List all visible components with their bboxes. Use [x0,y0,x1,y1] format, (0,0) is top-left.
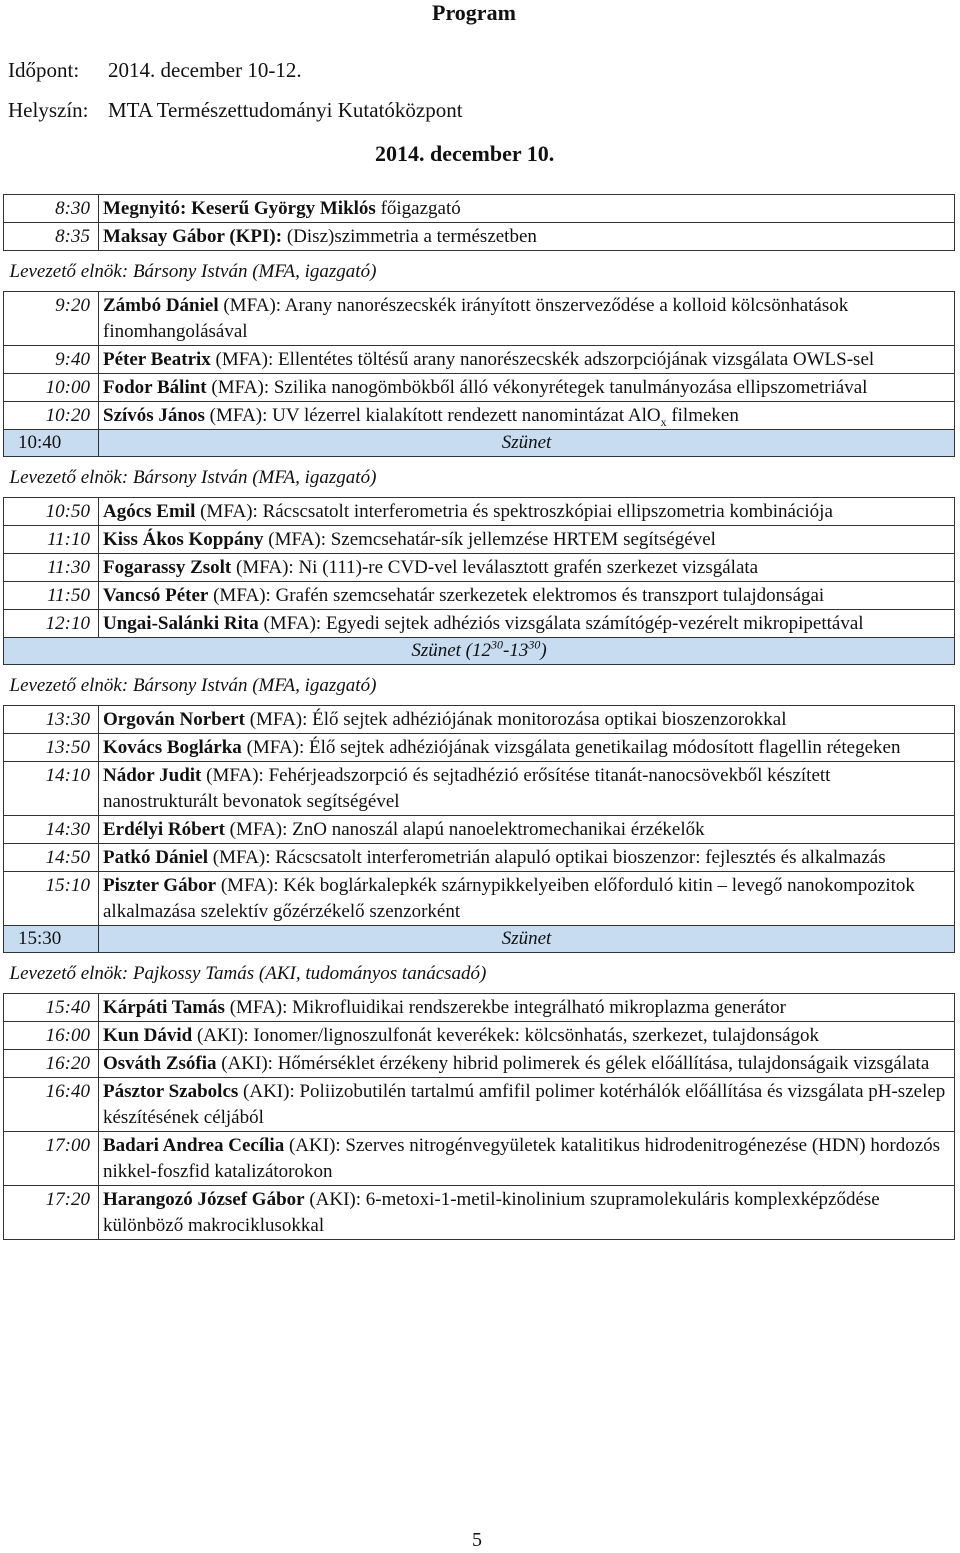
talk-cell [99,610,955,638]
talk-cell [99,402,955,430]
break-label: Szünet [99,430,955,457]
talk-title: (MFA): Szilika nanogömbökből álló vékonyrétegek tanulmányozása ellipszometriával [206,377,868,398]
venue-label: Helyszín: [8,98,89,122]
break-time: 15:30 [4,926,99,953]
talk-cell [99,346,955,374]
speaker-name: Maksay Gábor (KPI): [103,226,283,247]
talk-time: 13:30 [4,706,99,734]
break-row [4,430,955,457]
page-number: 5 [472,1529,482,1551]
schedule-table [3,194,955,1240]
talk-title: (MFA): Szemcsehatár-sík jellemzése HRTEM segítségével [263,529,716,550]
chair-row [4,665,955,706]
speaker-name: Péter Beatrix [103,349,211,370]
date-value: 2014. december 10-12. [108,58,302,82]
talk-cell [99,762,955,816]
talk-cell [99,526,955,554]
talk-title: főigazgató [375,198,461,219]
talk-row [4,1050,955,1078]
speaker-name: Piszter Gábor [103,875,217,896]
speaker-name: Patkó Dániel [103,847,209,868]
talk-title: (AKI): 6-metoxi-1-metil-kinolinium szupramolekuláris komplexképződése különböző makrociklusokkal [103,1189,880,1236]
talk-time: 8:35 [4,223,99,251]
talk-cell [99,374,955,402]
talk-cell [99,1050,955,1078]
session-chair: Levezető elnök: Pajkossy Tamás (AKI, tudományos tanácsadó) [4,953,955,994]
date-label: Időpont: [8,58,80,82]
talk-row [4,872,955,926]
speaker-name: Szívós János [103,405,205,426]
talk-row [4,374,955,402]
chair-row [4,251,955,292]
talk-title: (AKI): Hőmérséklet érzékeny hibrid polimerek és gélek előállítása, tulajdonságaik vizsgálata [216,1053,930,1074]
speaker-name: Pásztor Szabolcs [103,1081,239,1102]
chair-row [4,457,955,498]
talk-cell [99,195,955,223]
speaker-name: Kárpáti Tamás [103,997,225,1018]
talk-row [4,346,955,374]
break-label: Szünet [99,926,955,953]
talk-title: (MFA): Arany nanorészecskék irányított önszerveződése a kolloid kölcsönhatások finomhangolásával [103,295,849,342]
talk-title: (AKI): Ionomer/lignoszulfonát keverékek: kölcsönhatás, szerkezet, tulajdonságok [192,1025,820,1046]
lunch-label-b: -13 [503,640,529,661]
talk-time: 17:20 [4,1186,99,1240]
talk-time: 14:30 [4,816,99,844]
talk-cell [99,734,955,762]
speaker-name: Orgován Norbert [103,709,245,730]
talk-title: (AKI): Szerves nitrogénvegyületek katalitikus hidrodenitrogénezése (HDN) hordozós nikkel-foszfid katalizátorokon [103,1135,941,1182]
talk-title: (MFA): Élő sejtek adhéziójának vizsgálata genetikailag módosított flagellin rétegeken [241,737,901,758]
talk-title: (MFA): Rácscsatolt interferometria és spektroszkópiai ellipszometria kombinációja [195,501,833,522]
speaker-name: Fodor Bálint [103,377,207,398]
talk-row [4,402,955,430]
talk-row [4,994,955,1022]
talk-time: 16:20 [4,1050,99,1078]
talk-row [4,498,955,526]
talk-time: 9:40 [4,346,99,374]
talk-title: (Disz)szimmetria a természetben [282,226,537,247]
break-row [4,926,955,953]
talk-title-subscript: x [660,414,667,429]
speaker-name: Vancsó Péter [103,585,209,606]
talk-title: (MFA): Kék boglárkalepkék szárnypikkelyeiben előforduló kitin – levegő nanokompozitok alkalmazása szelektív gőzérzékelő szenzorként [103,875,915,922]
speaker-name: Nádor Judit [103,765,202,786]
lunch-break-row [4,638,955,665]
talk-time: 15:40 [4,994,99,1022]
speaker-name: Kiss Ákos Koppány [103,529,264,550]
talk-cell [99,844,955,872]
talk-title: (MFA): Rácscsatolt interferometrián alapuló optikai bioszenzor: fejlesztés és alkalmazás [208,847,886,868]
talk-time: 8:30 [4,195,99,223]
talk-cell [99,816,955,844]
lunch-break-label [4,638,955,665]
chair-row [4,953,955,994]
speaker-name: Megnyitó: Keserű György Miklós [103,198,376,219]
talk-cell [99,1022,955,1050]
talk-title: (MFA): Egyedi sejtek adhéziós vizsgálata számítógép-vezérelt mikropipettával [258,613,864,634]
talk-cell [99,1132,955,1186]
talk-row [4,292,955,346]
talk-cell [99,706,955,734]
talk-time: 11:10 [4,526,99,554]
talk-cell [99,582,955,610]
talk-time: 11:50 [4,582,99,610]
talk-row [4,762,955,816]
talk-title: (MFA): Ni (111)-re CVD-vel leválasztott grafén szerkezet vizsgálata [231,557,759,578]
talk-time: 15:10 [4,872,99,926]
talk-title: (MFA): Fehérjeadszorpció és sejtadhézió erősítése titanát-nanocsövekből készített nanostrukturált bevonatok segítségével [103,765,831,812]
speaker-name: Erdélyi Róbert [103,819,225,840]
talk-row [4,223,955,251]
talk-row [4,1078,955,1132]
talk-row [4,844,955,872]
break-time: 10:40 [4,430,99,457]
talk-time: 14:50 [4,844,99,872]
talk-time: 9:20 [4,292,99,346]
talk-title: (AKI): Poliizobutilén tartalmú amfifil polimer kotérhálók előállítása és vizsgálata pH-szelep készítésének céljából [103,1081,946,1128]
lunch-label-a: Szünet (12 [411,640,492,661]
talk-cell [99,994,955,1022]
talk-row [4,610,955,638]
talk-title-suffix: filmeken [666,405,739,426]
talk-cell [99,292,955,346]
venue-value: MTA Természettudományi Kutatóközpont [108,98,463,122]
speaker-name: Fogarassy Zsolt [103,557,232,578]
talk-time: 11:30 [4,554,99,582]
talk-cell [99,223,955,251]
talk-cell [99,1186,955,1240]
talk-title: (MFA): Grafén szemcsehatár szerkezetek elektromos és transzport tulajdonságai [208,585,825,606]
talk-row [4,734,955,762]
speaker-name: Agócs Emil [103,501,196,522]
talk-row [4,526,955,554]
session-chair: Levezető elnök: Bársony István (MFA, igazgató) [4,457,955,498]
speaker-name: Harangozó József Gábor [103,1189,305,1210]
talk-cell [99,498,955,526]
speaker-name: Ungai-Salánki Rita [103,613,259,634]
session-chair: Levezető elnök: Bársony István (MFA, igazgató) [4,251,955,292]
speaker-name: Zámbó Dániel [103,295,219,316]
page-title: Program [432,0,516,25]
session-chair: Levezető elnök: Bársony István (MFA, igazgató) [4,665,955,706]
speaker-name: Osváth Zsófia [103,1053,217,1074]
lunch-sup-b: 30 [528,637,541,652]
talk-time: 16:40 [4,1078,99,1132]
talk-time: 10:50 [4,498,99,526]
talk-title: (MFA): UV lézerrel kialakított rendezett nanomintázat AlO [204,405,661,426]
talk-row [4,554,955,582]
talk-row [4,195,955,223]
lunch-label-c: ) [540,640,547,661]
talk-time: 10:00 [4,374,99,402]
talk-row [4,706,955,734]
talk-cell [99,554,955,582]
talk-title: (MFA): Élő sejtek adhéziójának monitorozása optikai bioszenzorokkal [244,709,787,730]
speaker-name: Kun Dávid [103,1025,193,1046]
talk-time: 14:10 [4,762,99,816]
talk-cell [99,1078,955,1132]
speaker-name: Badari Andrea Cecília [103,1135,285,1156]
talk-row [4,816,955,844]
talk-row [4,1022,955,1050]
speaker-name: Kovács Boglárka [103,737,242,758]
talk-cell [99,872,955,926]
talk-time: 16:00 [4,1022,99,1050]
date-line [8,58,302,83]
talk-row [4,1132,955,1186]
lunch-sup-a: 30 [491,637,504,652]
talk-title: (MFA): ZnO nanoszál alapú nanoelektromechanikai érzékelők [224,819,705,840]
talk-time: 10:20 [4,402,99,430]
talk-time: 12:10 [4,610,99,638]
day-title: 2014. december 10. [375,141,555,166]
talk-row [4,582,955,610]
talk-title: (MFA): Mikrofluidikai rendszerekbe integrálható mikroplazma generátor [224,997,786,1018]
venue-line [8,98,463,123]
talk-row [4,1186,955,1240]
talk-title: (MFA): Ellentétes töltésű arany nanorészecskék adszorpciójának vizsgálata OWLS-sel [210,349,875,370]
talk-time: 13:50 [4,734,99,762]
talk-time: 17:00 [4,1132,99,1186]
